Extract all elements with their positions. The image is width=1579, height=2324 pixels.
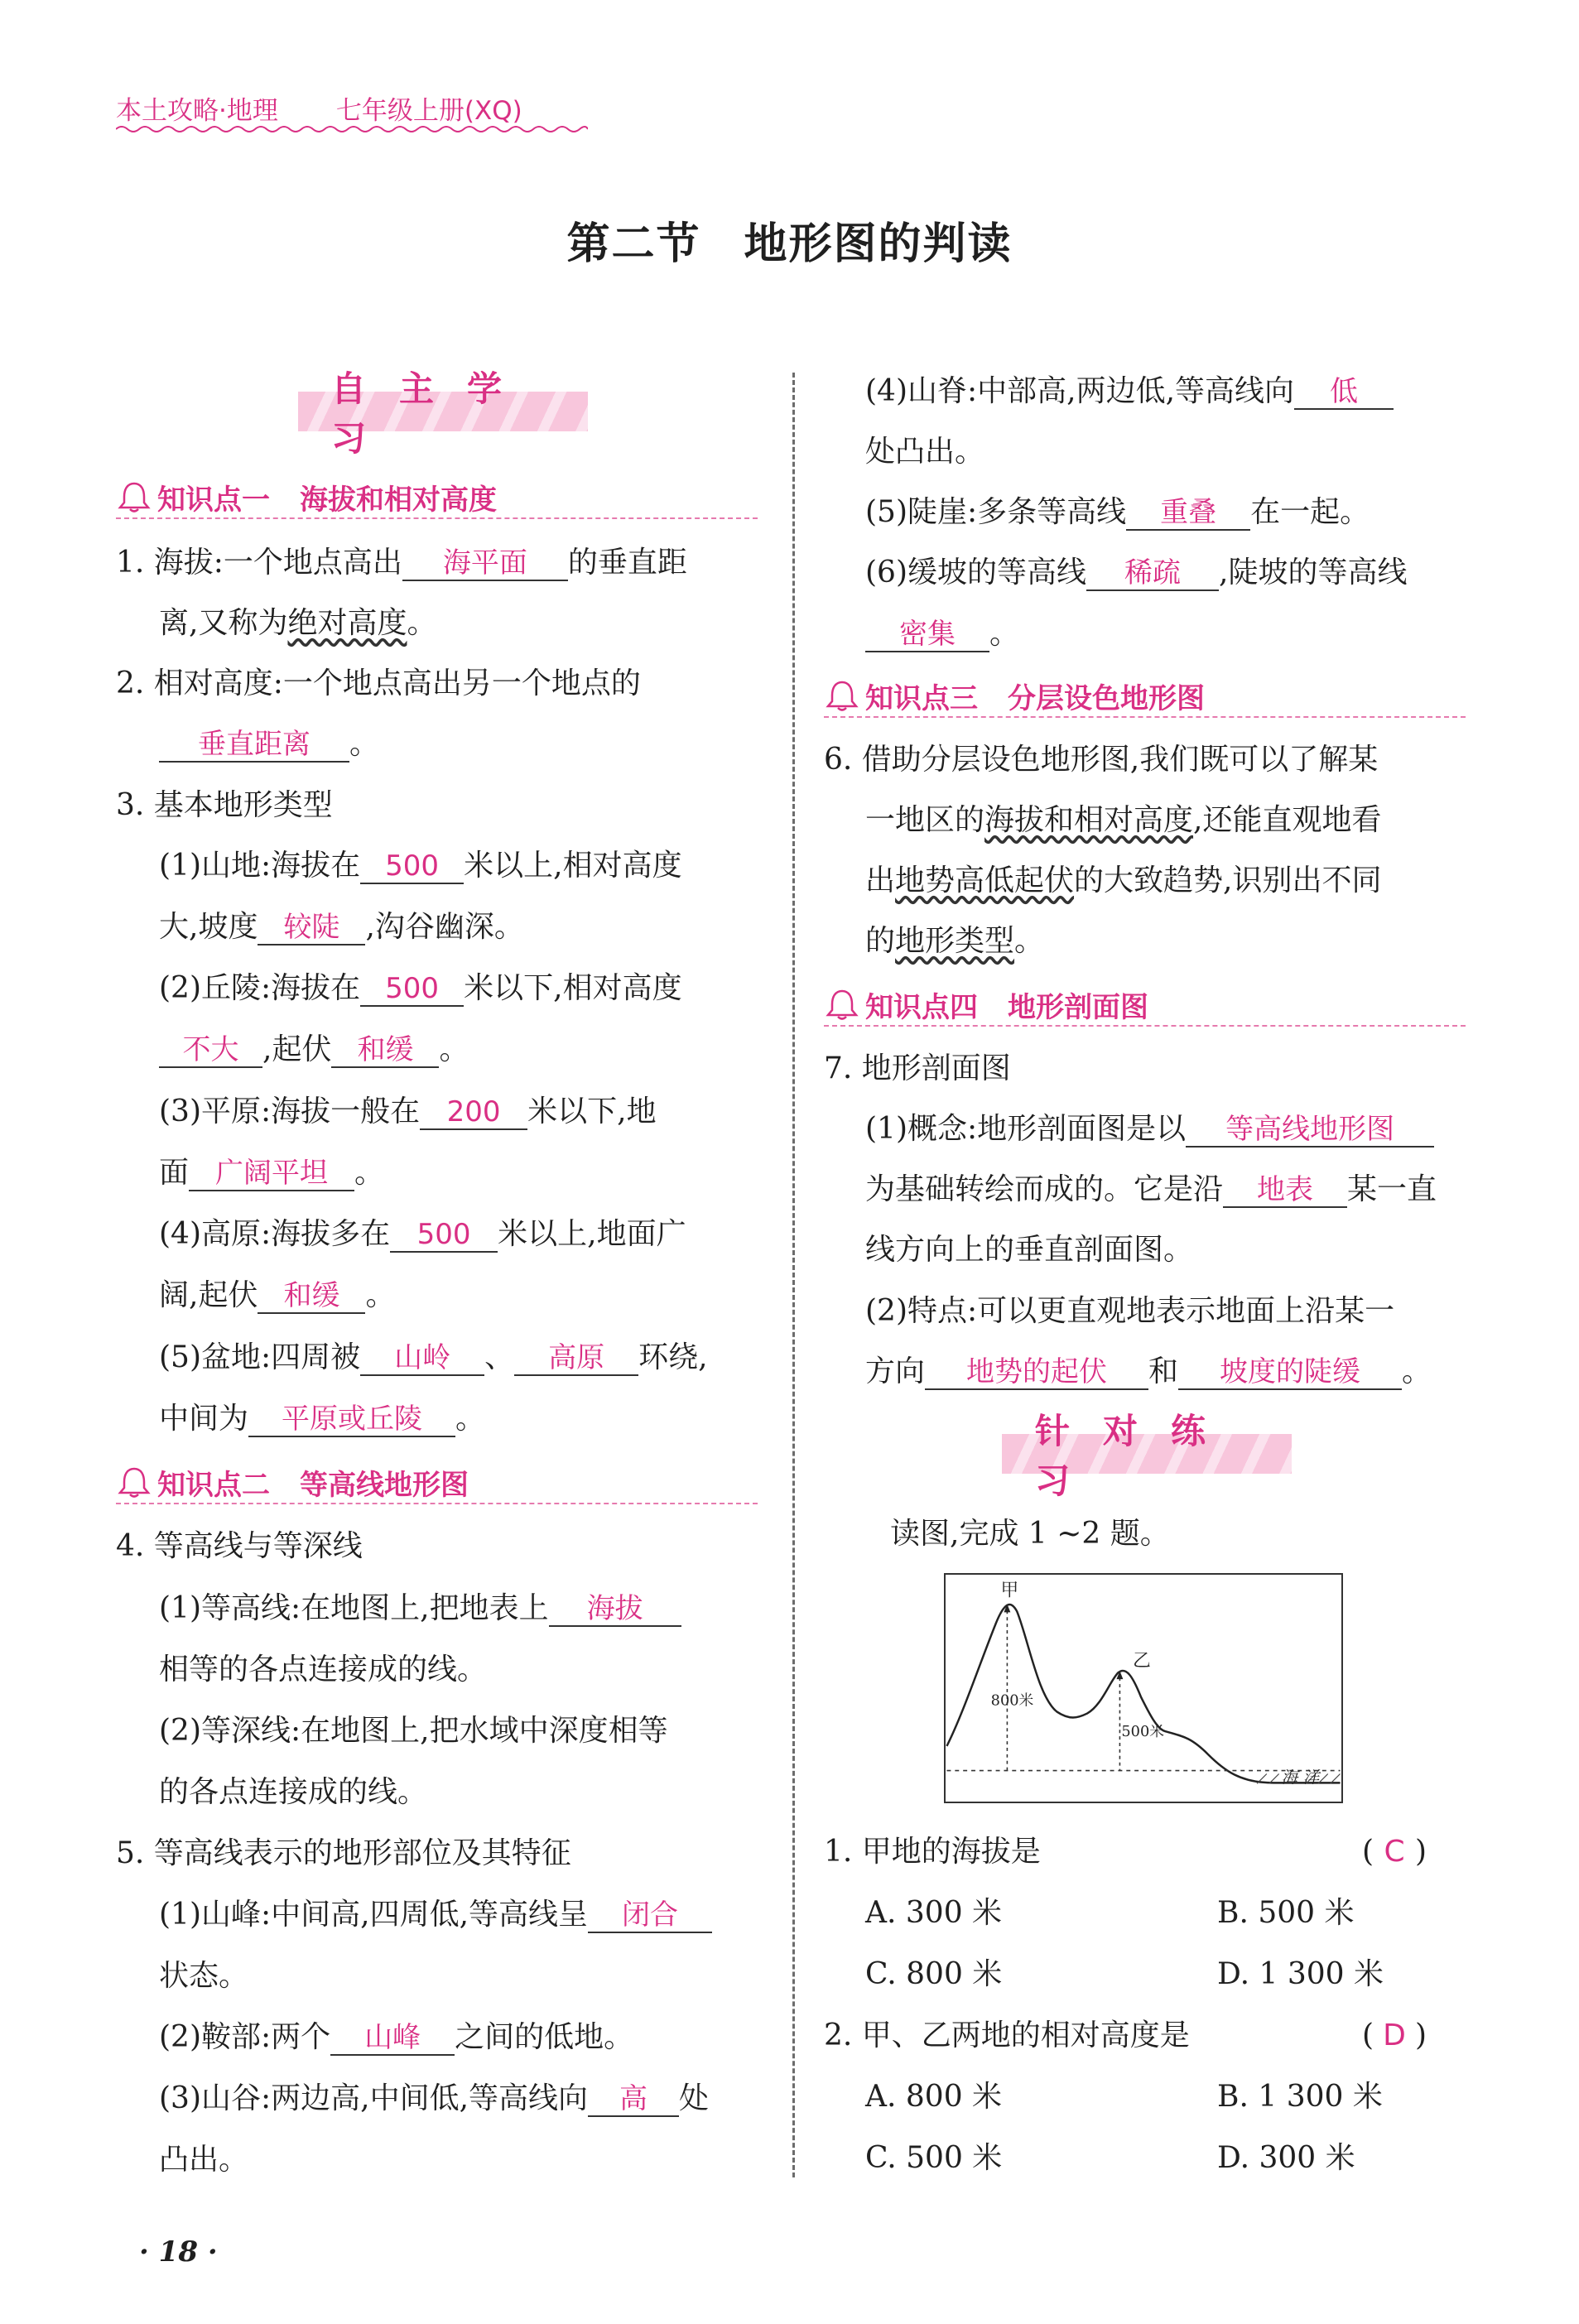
q7-2-line-a: (2)特点:可以更直观地表示地面上沿某一 — [865, 1294, 1395, 1328]
q5-5-line: (5)陡崖:多条等高线 重叠 在一起。 — [865, 495, 1370, 529]
q6-line-d: 的地形类型。 — [865, 924, 1045, 958]
q3-3-line-a: (3)平原:海拔一般在 200 米以下,地 — [159, 1095, 657, 1128]
bell-icon — [116, 1465, 152, 1499]
q6-wavy-3: 地形类型 — [895, 924, 1015, 958]
q2-answer: 垂直距离 — [159, 728, 349, 763]
peak-yi-label: 乙 — [1133, 1650, 1151, 1672]
practice-q1-option-b: B. 500 米 — [1217, 1896, 1355, 1930]
q6-wavy-2: 地势高低起伏 — [895, 864, 1075, 897]
terrain-profile-figure — [944, 1573, 1343, 1803]
q6-line-a: 6. 借助分层设色地形图,我们既可以了解某 — [824, 743, 1379, 777]
q6-line-b: 一地区的海拔和相对高度,还能直观地看 — [865, 803, 1382, 837]
q4-2-line-b: 的各点连接成的线。 — [159, 1775, 428, 1809]
q1-line-a: 1. 海拔:一个地点高出 海平面 的垂直距 — [116, 546, 687, 580]
page-title — [0, 209, 1579, 271]
kp2-label: 知识点二 — [157, 1468, 270, 1502]
q3-4-answer-a: 500 — [390, 1218, 498, 1253]
practice-q1-option-c: C. 800 米 — [865, 1957, 1003, 1991]
q4-1-line-a: (1)等高线:在地图上,把地表上 海拔 — [159, 1590, 681, 1628]
kp4-name: 地形剖面图 — [1008, 990, 1148, 1024]
q5-1-line-b: 状态。 — [159, 1959, 249, 1993]
read-instruction: 读图,完成 1 ~2 题。 — [890, 1517, 1170, 1551]
kp1-label: 知识点一 — [157, 483, 270, 517]
q3-2-answer-a: 500 — [360, 972, 464, 1007]
q5-3-line-a: (3)山谷:两边高,中间低,等高线向 高 处 — [159, 2081, 710, 2115]
knowledge-point-2 — [116, 1461, 758, 1504]
q3-2-line-a: (2)丘陵:海拔在 500 米以下,相对高度 — [159, 971, 682, 1005]
header-wave-underline — [116, 124, 588, 134]
q7-heading: 7. 地形剖面图 — [824, 1051, 1011, 1085]
q7-1-line-c: 线方向上的垂直剖面图。 — [865, 1233, 1194, 1267]
book-name: 本土攻略·地理 — [116, 96, 278, 126]
q3-3-answer-a: 200 — [420, 1095, 527, 1130]
q5-6-line-a: (6)缓坡的等高线 稀疏 ,陡坡的等高线 — [865, 556, 1408, 589]
bell-icon — [824, 988, 860, 1021]
q7-2-answer-a: 地势的起伏 — [925, 1355, 1148, 1390]
q7-1-line-a: (1)概念:地形剖面图是以 等高线地形图 — [865, 1110, 1434, 1148]
self-study-label: 自主学习 — [331, 368, 536, 459]
q5-6-answer-a: 稀疏 — [1086, 556, 1219, 591]
q2-line-a: 2. 相对高度:一个地点高出另一个地点的 — [116, 666, 641, 700]
q1-answer: 海平面 — [402, 546, 568, 581]
height-500-label: 500米 — [1121, 1724, 1164, 1741]
knowledge-point-1 — [116, 476, 758, 519]
self-study-banner — [298, 368, 588, 459]
q3-5-answer-a: 山岭 — [360, 1341, 484, 1376]
q3-5-answer-b: 高原 — [514, 1341, 638, 1376]
practice-label: 针对练习 — [1035, 1411, 1240, 1501]
q3-2-answer-b: 不大 — [159, 1033, 262, 1068]
terrain-profile-svg — [946, 1575, 1341, 1802]
q5-4-answer: 低 — [1294, 375, 1394, 410]
q7-1-answer-a: 等高线地形图 — [1186, 1113, 1434, 1148]
practice-q1-option-d: D. 1 300 米 — [1217, 1957, 1384, 1991]
q6-line-c: 出地势高低起伏的大致趋势,识别出不同 — [865, 864, 1382, 897]
book-header — [116, 89, 531, 127]
practice-q1-answer-box: ( C ) — [1362, 1833, 1427, 1871]
q4-1-line-b: 相等的各点连接成的线。 — [159, 1653, 488, 1686]
kp3-label: 知识点三 — [865, 681, 978, 715]
q4-1-answer: 海拔 — [549, 1592, 681, 1627]
practice-q2-option-a: A. 800 米 — [865, 2080, 1003, 2114]
kp1-name: 海拔和相对高度 — [300, 483, 497, 517]
q3-2-answer-c: 和缓 — [331, 1033, 439, 1068]
q3-2-line-b: 不大 ,起伏 和缓 。 — [159, 1031, 469, 1069]
practice-q1-stem: 1. 甲地的海拔是 — [824, 1835, 1041, 1869]
q7-1-answer-b: 地表 — [1223, 1173, 1347, 1208]
practice-q1-answer: C — [1384, 1835, 1405, 1869]
practice-q2-stem: 2. 甲、乙两地的相对高度是 — [824, 2018, 1190, 2052]
q3-5-line-a: (5)盆地:四周被 山岭 、 高原 环绕, — [159, 1340, 708, 1374]
q2-line-b: 垂直距离 。 — [159, 725, 379, 763]
bell-icon — [824, 679, 860, 712]
q4-2-line-a: (2)等深线:在地图上,把水域中深度相等 — [159, 1714, 668, 1748]
kp3-name: 分层设色地形图 — [1008, 681, 1205, 715]
q3-5-line-b: 中间为 平原或丘陵 。 — [159, 1402, 486, 1436]
q5-1-answer: 闭合 — [588, 1898, 712, 1933]
q5-3-answer: 高 — [588, 2082, 679, 2117]
q6-wavy-1: 海拔和相对高度 — [984, 803, 1194, 837]
bell-icon — [116, 480, 152, 513]
kp2-name: 等高线地形图 — [300, 1468, 469, 1502]
practice-q2-answer: D — [1383, 2018, 1406, 2052]
q3-3-line-b: 面 广阔平坦 。 — [159, 1156, 385, 1190]
q5-2-answer: 山峰 — [330, 2021, 455, 2056]
q5-2-line: (2)鞍部:两个 山峰 之间的低地。 — [159, 2020, 634, 2054]
q3-4-answer-b: 和缓 — [258, 1279, 365, 1314]
q3-5-answer-c: 平原或丘陵 — [248, 1403, 455, 1437]
knowledge-point-4 — [824, 984, 1466, 1027]
practice-banner — [1002, 1411, 1292, 1501]
q1-line-b: 离,又称为绝对高度。 — [159, 606, 437, 640]
practice-q2-option-c: C. 500 米 — [865, 2141, 1003, 2175]
section-name: 地形图的判读 — [744, 219, 1013, 269]
kp4-label: 知识点四 — [865, 990, 978, 1024]
q5-heading: 5. 等高线表示的地形部位及其特征 — [116, 1836, 571, 1870]
q5-1-line-a: (1)山峰:中间高,四周低,等高线呈 闭合 — [159, 1896, 712, 1934]
q3-4-line-b: 阔,起伏 和缓 。 — [159, 1278, 396, 1312]
q3-4-line-a: (4)高原:海拔多在 500 米以上,地面广 — [159, 1217, 686, 1251]
practice-q2-answer-box: ( D ) — [1362, 2017, 1427, 2055]
q5-6-answer-b: 密集 — [865, 618, 989, 652]
q3-1-line-a: (1)山地:海拔在 500 米以上,相对高度 — [159, 849, 682, 883]
q3-3-answer-b: 广阔平坦 — [189, 1157, 354, 1191]
column-divider — [792, 373, 795, 2177]
q4-heading: 4. 等高线与等深线 — [116, 1529, 363, 1563]
q7-1-line-b: 为基础转绘而成的。它是沿 地表 某一直 — [865, 1172, 1437, 1206]
page-number: · 18 · — [139, 2235, 218, 2269]
q5-3-line-b: 凸出。 — [159, 2143, 249, 2177]
q5-5-answer: 重叠 — [1126, 496, 1250, 531]
q3-heading: 3. 基本地形类型 — [116, 788, 333, 822]
q7-2-answer-b: 坡度的陡缓 — [1178, 1355, 1402, 1390]
q5-6-line-b: 密集 。 — [865, 615, 1019, 653]
ocean-label: 海 洋 — [1281, 1768, 1320, 1788]
q5-4-line-b: 处凸出。 — [865, 435, 985, 469]
peak-jia-label: 甲 — [1000, 1580, 1019, 1601]
q5-4-line-a: (4)山脊:中部高,两边低,等高线向 低 — [865, 373, 1394, 411]
height-800-label: 800米 — [990, 1692, 1034, 1710]
q3-1-answer-a: 500 — [360, 849, 464, 884]
practice-q2-option-b: B. 1 300 米 — [1217, 2080, 1383, 2114]
practice-q2-option-d: D. 300 米 — [1217, 2141, 1355, 2175]
section-number: 第二节 — [566, 219, 701, 269]
knowledge-point-3 — [824, 675, 1466, 718]
q7-2-line-b: 方向 地势的起伏 和 坡度的陡缓 。 — [865, 1354, 1432, 1388]
q3-1-answer-b: 较陡 — [258, 911, 365, 945]
q3-1-line-b: 大,坡度 较陡 ,沟谷幽深。 — [159, 910, 524, 944]
q1-wavy-term: 绝对高度 — [287, 606, 407, 640]
practice-q1-option-a: A. 300 米 — [865, 1896, 1003, 1930]
grade-label: 七年级上册(XQ) — [335, 96, 522, 126]
